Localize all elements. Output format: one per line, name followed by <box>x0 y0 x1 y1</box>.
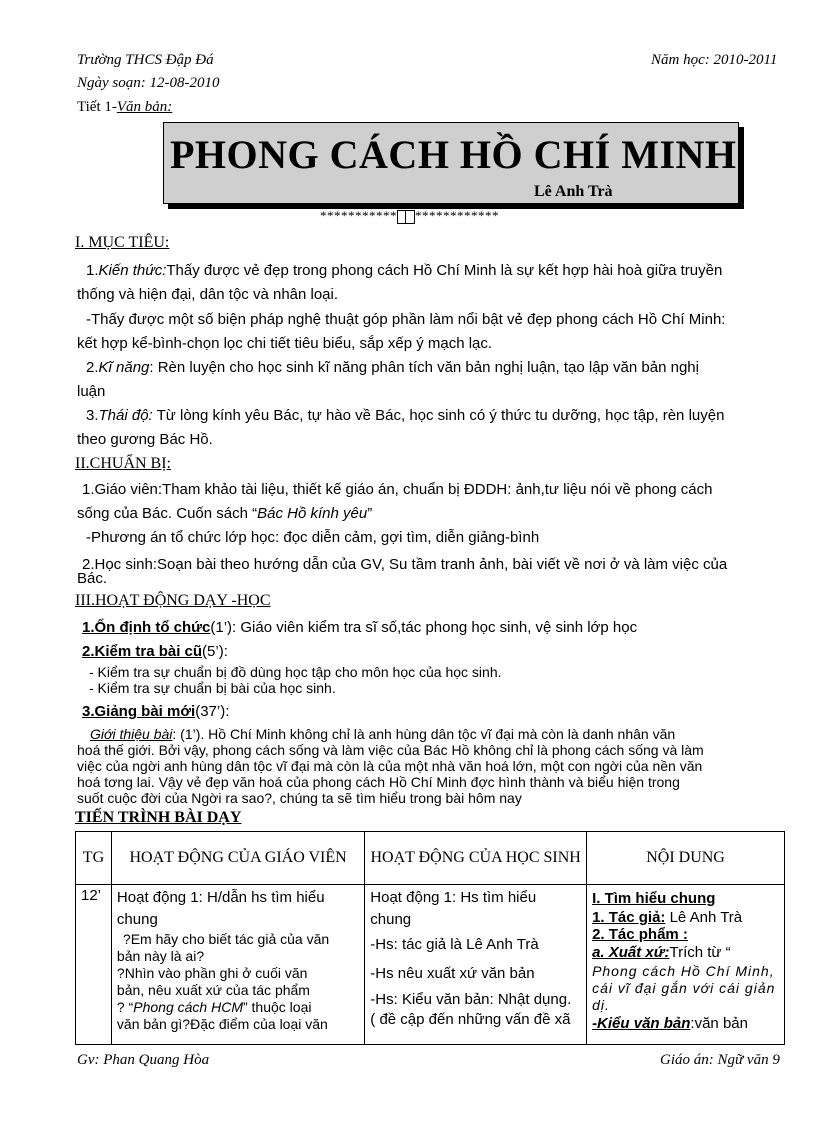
cell-student <box>365 885 587 1045</box>
text-span: Phong cách HCM <box>133 999 243 1015</box>
table-header-row <box>76 832 785 885</box>
cell-content <box>587 885 785 1045</box>
attitude-label: Thái độ: <box>98 407 153 424</box>
step-organization <box>82 616 637 640</box>
separator-right: ************ <box>415 208 499 223</box>
paragraph-line <box>77 502 372 526</box>
cell-teacher <box>111 885 364 1045</box>
content-line <box>592 909 779 926</box>
author-name: Lê Anh Trà <box>534 183 613 200</box>
cell-time <box>76 885 112 1045</box>
text-span: 2.Học sinh:Soạn bài theo hướng dẫn của GV <box>82 556 381 573</box>
text-span: ” thuộc loại <box>242 999 312 1015</box>
step-3-label: 3.Giảng bài mới <box>82 703 196 720</box>
lesson-progress-heading: TIẾN TRÌNH BÀI DẠY <box>75 809 242 826</box>
lesson-label <box>77 99 172 116</box>
paragraph-line: -Thấy được một số biện pháp nghệ thuật góp phần làm nổi bật vẻ đẹp phong cách Hồ Chí Minh: <box>86 311 726 328</box>
text-span: ” <box>367 505 373 522</box>
step-2-label: 2.Kiểm tra bài cũ <box>82 643 203 660</box>
teacher-line: bản này là ai? <box>116 948 205 964</box>
knowledge-label: Kiến thức: <box>98 262 167 279</box>
objective-attitude: 3.Thái độ: Từ lòng kính yêu Bác, tự hào về Bác, học sinh có ý thức tu dưỡng, học tập, rèn luyện <box>86 407 725 424</box>
paragraph-line: hoá tơng lai. Vậy vẻ đẹp văn hoá của phong cách Hồ Chí Minh đợc hình thành và biểu hiện trong <box>77 774 680 790</box>
text-span: -Kiểu văn bản <box>592 1015 691 1032</box>
list-item: - Kiểm tra sự chuẩn bị đồ dùng học tập cho môn học của học sinh. <box>89 664 502 680</box>
paragraph-line: -Phương án tổ chức lớp học: đọc diễn cảm, gợi tìm, diễn giảng-bình <box>86 529 540 546</box>
step-review <box>82 640 228 664</box>
teacher-line: bản, nêu xuất xứ của tác phẩm <box>116 982 310 998</box>
table-row <box>76 885 785 1045</box>
book-icon <box>397 210 415 224</box>
section-1-heading-text: I. MỤC TIÊU: <box>75 234 170 251</box>
paragraph-line: luận <box>77 383 106 400</box>
attitude-text: Từ lòng kính yêu Bác, tự hào về Bác, học sinh có ý thức tu dưỡng, học tập, rèn luyện <box>152 407 725 424</box>
list-item: - Kiểm tra sự chuẩn bị bài của học sinh. <box>89 680 336 696</box>
text-span: : (1’). Hồ Chí Minh không chỉ là anh hùng dân tộc vĩ đại mà còn là danh nhân văn <box>172 726 676 742</box>
separator-left: *********** <box>320 208 397 223</box>
intro-paragraph <box>90 726 675 742</box>
text-span: ? “ <box>116 999 134 1015</box>
content-line: Phong cách Hồ Chí Minh, <box>592 963 775 979</box>
paragraph-line: thống và hiện đại, dân tộc và nhân loại. <box>77 286 339 303</box>
footer-teacher: Gv: Phan Quang Hòa <box>77 1052 210 1068</box>
header-student-activity: HOẠT ĐỘNG CỦA HỌC SINH <box>365 832 587 885</box>
paragraph-line: Bác. <box>77 570 108 587</box>
header-tg: TG <box>76 832 112 885</box>
content-line: 2. Tác phẩm : <box>592 926 688 943</box>
skills-text: : Rèn luyện cho học sinh kĩ năng phân tích văn bản nghị luận, tạo lập văn bản nghị <box>149 359 699 376</box>
paragraph-line: theo gương Bác Hồ. <box>77 431 213 448</box>
page-title: PHONG CÁCH HỒ CHÍ MINH <box>170 132 737 177</box>
text-span: Lê Anh Trà <box>665 909 743 926</box>
teacher-line: ?Nhìn vào phần ghi ở cuối văn <box>116 965 308 981</box>
teacher-line <box>117 999 359 1016</box>
step-new-lesson <box>82 700 229 724</box>
text-span: , Su tầm tranh ảnh, bài viết về nơi ở và làm việc của <box>380 556 728 573</box>
intro-label: Giới thiệu bài <box>90 726 173 742</box>
step-1-label: 1.Ổn định tổ chức <box>82 619 211 636</box>
separator <box>320 208 499 224</box>
section-objectives-heading <box>75 234 169 252</box>
footer-subject: Giáo án: Ngữ văn 9 <box>660 1052 780 1068</box>
student-line: -Hs: Kiểu văn bản: Nhật dụng. <box>370 991 572 1008</box>
teacher-line: ?Em hãy cho biết tác giả của văn <box>122 931 330 947</box>
content-line <box>592 1014 779 1034</box>
teacher-activity-title: Hoạt động 1: H/dẫn hs tìm hiểu chung <box>116 889 325 928</box>
content-line <box>592 943 779 963</box>
knowledge-text: Thấy được vẻ đẹp trong phong cách Hồ Chí Minh là sự kết hợp hài hoà giữa truyền <box>166 262 723 279</box>
student-line: -Hs nêu xuất xứ văn bản <box>370 965 535 982</box>
student-activity-title: Hoạt động 1: Hs tìm hiểu chung <box>370 889 537 928</box>
step-2-text: (5’): <box>202 643 228 660</box>
school-name: Trường THCS Đập Đá <box>77 52 214 68</box>
paragraph-line: kết hợp kể-bình-chọn lọc chi tiết tiêu biểu, sắp xếp ý mạch lạc. <box>77 335 493 352</box>
section-3-heading-text: III.HOẠT ĐỘNG DẠY -HỌC <box>75 592 271 609</box>
paragraph-line: suốt cuộc đời của Ngời ra sao?, chúng ta sẽ tìm hiểu trong bài hôm nay <box>77 790 522 806</box>
date-prepared: Ngày soạn: 12-08-2010 <box>77 75 220 91</box>
student-line: -Hs: tác giả là Lê Anh Trà <box>370 936 539 953</box>
step-1-text: (1’): Giáo viên kiểm tra sĩ số,tác phong học sinh, vệ sinh lớp học <box>210 619 638 636</box>
objective-skills: 2.Kĩ năng: Rèn luyện cho học sinh kĩ năng phân tích văn bản nghị luận, tạo lập văn bản nghị <box>86 359 699 376</box>
section-preparation-heading <box>75 455 171 473</box>
text-span: . Cuốn sách “ <box>167 505 258 522</box>
paragraph-line <box>82 553 727 577</box>
paragraph-line: 1.Giáo viên:Tham khảo tài liệu, thiết kế giáo án, chuẩn bị ĐDDH: ảnh,tư liệu nói về phong cách <box>82 481 713 498</box>
text-span: 1. Tác giả: <box>592 909 666 926</box>
paragraph-line: việc của ngời anh hùng dân tộc vĩ đại mà còn là của một nhà văn hoá lớn, một con ngời của nền văn <box>77 758 703 774</box>
skills-label: Kĩ năng <box>98 359 150 376</box>
school-year: Năm học: 2010-2011 <box>651 52 778 68</box>
lesson-type: Văn bản: <box>116 99 173 115</box>
time-value: 12’ <box>81 887 102 904</box>
content-line: cái vĩ đại gắn với cái giản <box>592 980 776 996</box>
text-span: a. Xuất xứ: <box>592 944 670 961</box>
teacher-line: văn bản gì?Đặc điểm của loại văn <box>116 1016 328 1032</box>
student-line: ( đề cập đến những vấn đề xã <box>370 1011 571 1028</box>
book-title: Bác Hồ kính yêu <box>257 505 368 522</box>
lesson-prefix: Tiết 1- <box>77 99 117 115</box>
header-teacher-activity: HOẠT ĐỘNG CỦA GIÁO VIÊN <box>111 832 364 885</box>
section-activities-heading <box>75 592 271 610</box>
section-2-heading-text: II.CHUẨN BỊ: <box>75 455 171 472</box>
lesson-plan-table <box>75 831 785 1045</box>
paragraph-line: hoá thế giới. Bởi vậy, phong cách sống và làm việc của Bác Hồ không chỉ là phong cách sống và làm <box>77 742 704 758</box>
objective-knowledge: 1.Kiến thức:Thấy được vẻ đẹp trong phong cách Hồ Chí Minh là sự kết hợp hài hoà giữa truyền <box>86 262 723 279</box>
content-heading: I. Tìm hiểu chung <box>592 890 716 907</box>
text-span: :văn bản <box>690 1015 748 1032</box>
step-3-text: (37’): <box>195 703 230 720</box>
text-span: sống của Bác <box>77 505 168 522</box>
text-span: Trích từ “ <box>669 944 731 961</box>
header-content: NỘI DUNG <box>587 832 785 885</box>
title-box <box>163 122 739 204</box>
content-line: dị. <box>592 997 610 1013</box>
